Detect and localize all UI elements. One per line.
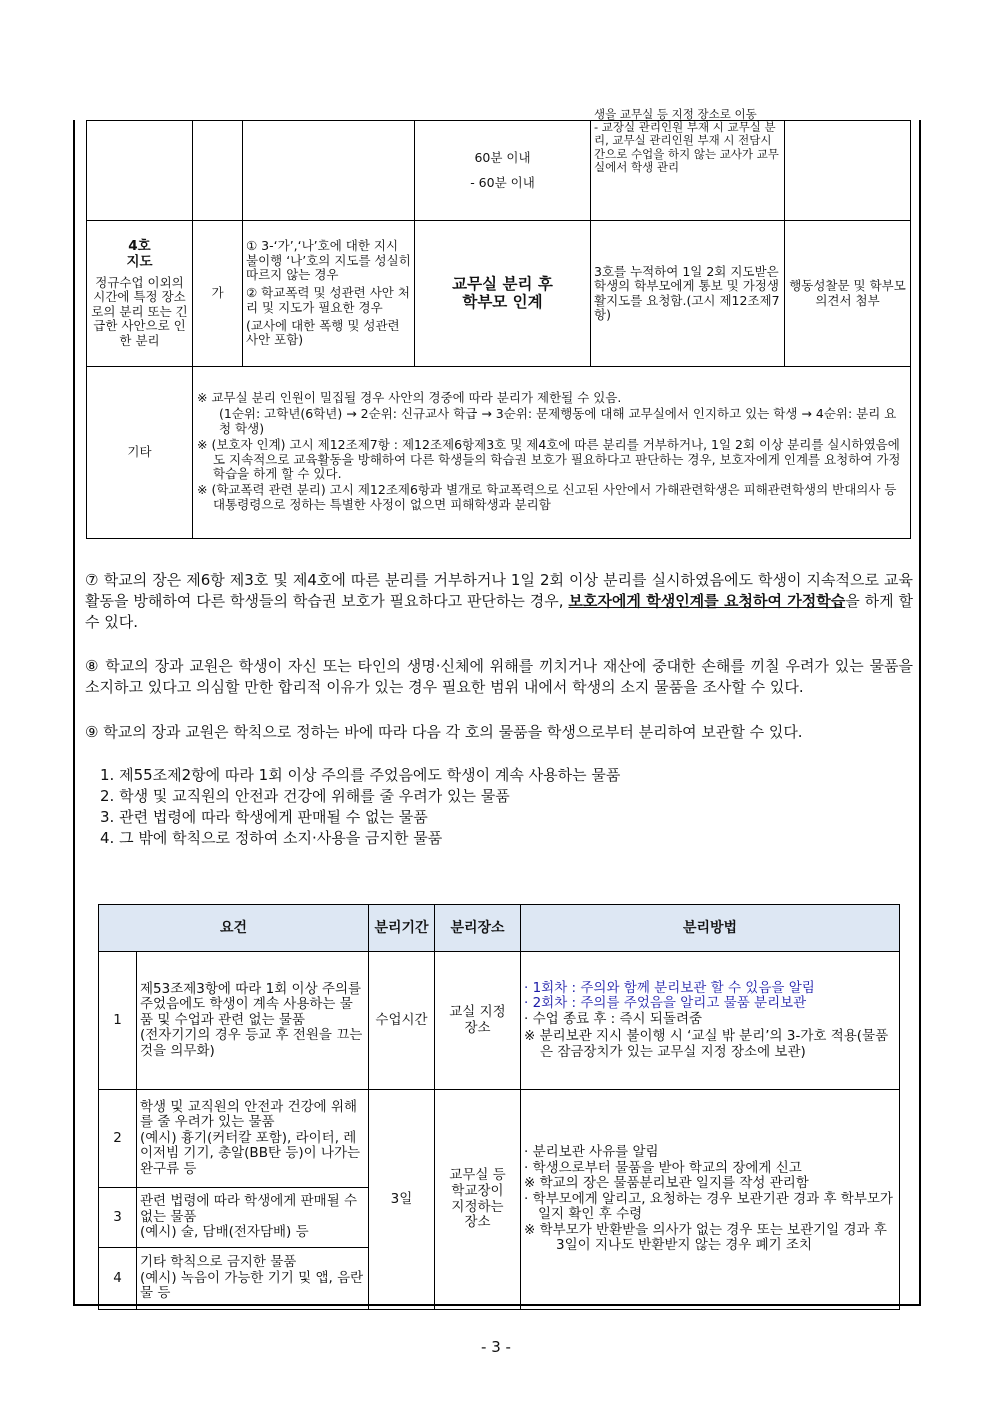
header-place: 분리장소 [435,905,521,952]
separation-table [98,904,900,1310]
etc-note-3: ※ (학교폭력 관련 분리) 고시 제12조제6항과 별개로 학교폭력으로 신고된 사안에서 가해관련학생은 피해관련학생의 반대의사 등 대통령령으로 정하는 특별한 사정이 없으면 피해학생과 분리함 [197,482,897,512]
top-table [86,107,911,539]
header-row [99,905,900,952]
paragraph-7-text: ⑦ 학교의 장은 제6항 제3호 및 제4호에 따른 분리를 거부하거나 1일 2회 이상 분리를 실시하였음에도 학생이 지속적으로 교육활동을 방해하여 다른 학생들의 학습권 보호가 필요하다고 판단하는 경우, [85,571,913,610]
requirement-cell: 제53조제3항에 따라 1회 이상 주의를 주었음에도 학생이 계속 사용하는 물품 및 수업과 관련 없는 물품 (전자기기의 경우 등교 후 전원을 끄는 것을 의무화) [137,952,369,1090]
method-line: · 2회차 : 주의를 주었음을 알리고 물품 분리보관 [524,995,807,1012]
method-line: ※ 분리보관 지시 불이행 시 ‘교실 밖 분리’의 3-가호 적용(물품은 잠금장치가 있는 교무실 지정 장소에 보관) [524,1028,889,1060]
etc-note-1: ※ 교무실 분리 인원이 밀집될 경우 사안의 경중에 따라 분리가 제한될 수 있음. [197,390,622,405]
level-desc: 정규수업 이외의 시간에 특정 장소로의 분리 또는 긴급한 사안으로 인한 분리 [91,275,188,348]
row-number: 4 [99,1248,137,1310]
list-item: 2. 학생 및 교직원의 안전과 건강에 위해를 줄 우려가 있는 물품 [100,787,510,805]
grade-cell: 가 [193,221,243,367]
time-text: 60분 이내 [474,150,531,166]
period-cell: 수업시간 [369,952,435,1090]
list-item: 3. 관련 법령에 따라 학생에게 판매될 수 없는 물품 [100,808,428,826]
method-line: · 수업 종료 후 : 즉시 되돌려줌 [524,1010,703,1027]
method-line: ※ 학부모가 반환받을 의사가 없는 경우 또는 보관기일 경과 후 3일이 지나도 반환받지 않는 경우 폐기 조치 [524,1221,887,1254]
paragraph-7-emphasis: 보호자에게 학생인계를 요청하여 가정학습 [568,592,846,610]
method-cell [521,1090,900,1310]
condition-1: ① 3-‘가’,‘나’호에 대한 지시 불이행 ‘나’호의 지도를 성실히 따르지 않는 경우 [246,238,411,282]
table-row [99,1090,900,1188]
table-row [87,367,911,539]
header-requirement: 요건 [99,905,369,952]
method-line: · 1회차 : 주의와 함께 분리보관 할 수 있음을 알림 [524,979,815,996]
condition-3: (교사에 대한 폭행 및 성관련 사안 포함) [246,318,400,348]
item-list [100,765,620,849]
method-line: · 학생으로부터 물품을 받아 학교의 장에게 신고 [524,1159,802,1176]
note-cell: 행동성찰문 및 학부모의견서 첨부 [785,221,911,367]
method-cell [591,107,785,221]
empty-cell [785,121,911,221]
place-cell: 교무실 등 학교장이 지정하는 장소 [435,1090,521,1310]
requirement-cell: 관련 법령에 따라 학생에게 판매될 수 없는 물품 (예시) 술, 담배(전자담배) 등 [137,1188,369,1248]
paragraph-9: ⑨ 학교의 장과 교원은 학칙으로 정하는 바에 따라 다음 각 호의 물품을 학생으로부터 분리하여 보관할 수 있다. [85,723,803,741]
empty-cell [87,121,193,221]
etc-note-1b: (1순위: 고학년(6학년) → 2순위: 신규교사 학급 → 3순위: 문제행동에 대해 교무실에서 인지하고 있는 학생 → 4순위: 분리 요청 학생) [219,406,897,436]
empty-cell [243,121,415,221]
time-cell [415,121,591,221]
requirement-cell: 기타 학칙으로 금지한 물품 (예시) 녹음이 가능한 기기 및 앱, 음란물 등 [137,1248,369,1310]
method-line: ※ 학교의 장은 물품분리보관 일지를 작성 관리함 [524,1175,809,1192]
table-row [87,221,911,367]
list-item: 1. 제55조제2항에 따라 1회 이상 주의를 주었음에도 학생이 계속 사용하는 물품 [100,766,621,784]
etc-label: 기타 [87,367,193,539]
level-title: 4호 지도 [126,238,153,270]
action-cell: 교무실 분리 후 학부모 인계 [415,221,591,367]
condition-2: ② 학교폭력 및 성관련 사안 처리 및 지도가 필요한 경우 [246,285,410,315]
paragraph-7-end: 을 하게 할 수 있다. [85,592,913,631]
row-number: 2 [99,1090,137,1188]
condition-cell [243,221,415,367]
method-line: · 분리보관 사유를 알림 [524,1144,659,1161]
empty-cell [193,121,243,221]
table-row [99,952,900,1090]
period-cell: 3일 [369,1090,435,1310]
etc-note-2: ※ (보호자 인계) 고시 제12조제7항 : 제12조제6항제3호 및 제4호에 따른 분리를 거부하거나, 1일 2회 이상 분리를 실시하였음에도 지속적으로 교육활동을 방해하여 다른 학생들의 학습권 보호가 필요하다고 판단하는 경우, 보호자에게 인계를 요청하여 가정학습을 하게 할 수 있다. [197,437,901,481]
paragraph-7 [85,570,913,633]
requirement-cell: 학생 및 교직원의 안전과 건강에 위해를 줄 우려가 있는 물품 (예시) 흉기(커터칼 포함), 라이터, 레이저빔 기기, 총알(BB탄 등)이 나가는 완구류 등 [137,1090,369,1188]
method-line: · 학부모에게 알리고, 요청하는 경우 보관기관 경과 후 학부모가 일지 확인 후 수령 [524,1190,893,1223]
list-item: 4. 그 밖에 학칙으로 정하여 소지·사용을 금지한 물품 [100,829,443,847]
table-row [87,121,911,221]
time-text-2: - 60분 이내 [470,174,535,190]
row-number: 3 [99,1188,137,1248]
header-method: 분리방법 [521,905,900,952]
method-cell: 3호를 누적하여 1일 2회 지도받은 학생의 학부모에게 통보 및 가정생활지도를 요청함.(고시 제12조제7항) [591,221,785,367]
row-number: 1 [99,952,137,1090]
level-cell [87,221,193,367]
method-cell [521,952,900,1090]
paragraph-8: ⑧ 학교의 장과 교원은 학생이 자신 또는 타인의 생명·신체에 위해를 끼치거나 재산에 중대한 손해를 끼칠 우려가 있는 물품을 소지하고 있다고 의심할 만한 합리적 이유가 있는 경우 필요한 범위 내에서 학생의 소지 물품을 조사할 수 있다. [85,657,913,696]
method-text: 생을 교무실 등 지정 장소로 이동 - 교장실 관리인원 부재 시 교무실 분리, 교무실 관리인원 부재 시 전담시간으로 수업을 하지 않는 교사가 교무실에서 학생 관리 [594,107,779,174]
place-cell: 교실 지정 장소 [435,952,521,1090]
etc-notes [193,367,911,539]
page-number: - 3 - [481,1338,511,1356]
header-period: 분리기간 [369,905,435,952]
